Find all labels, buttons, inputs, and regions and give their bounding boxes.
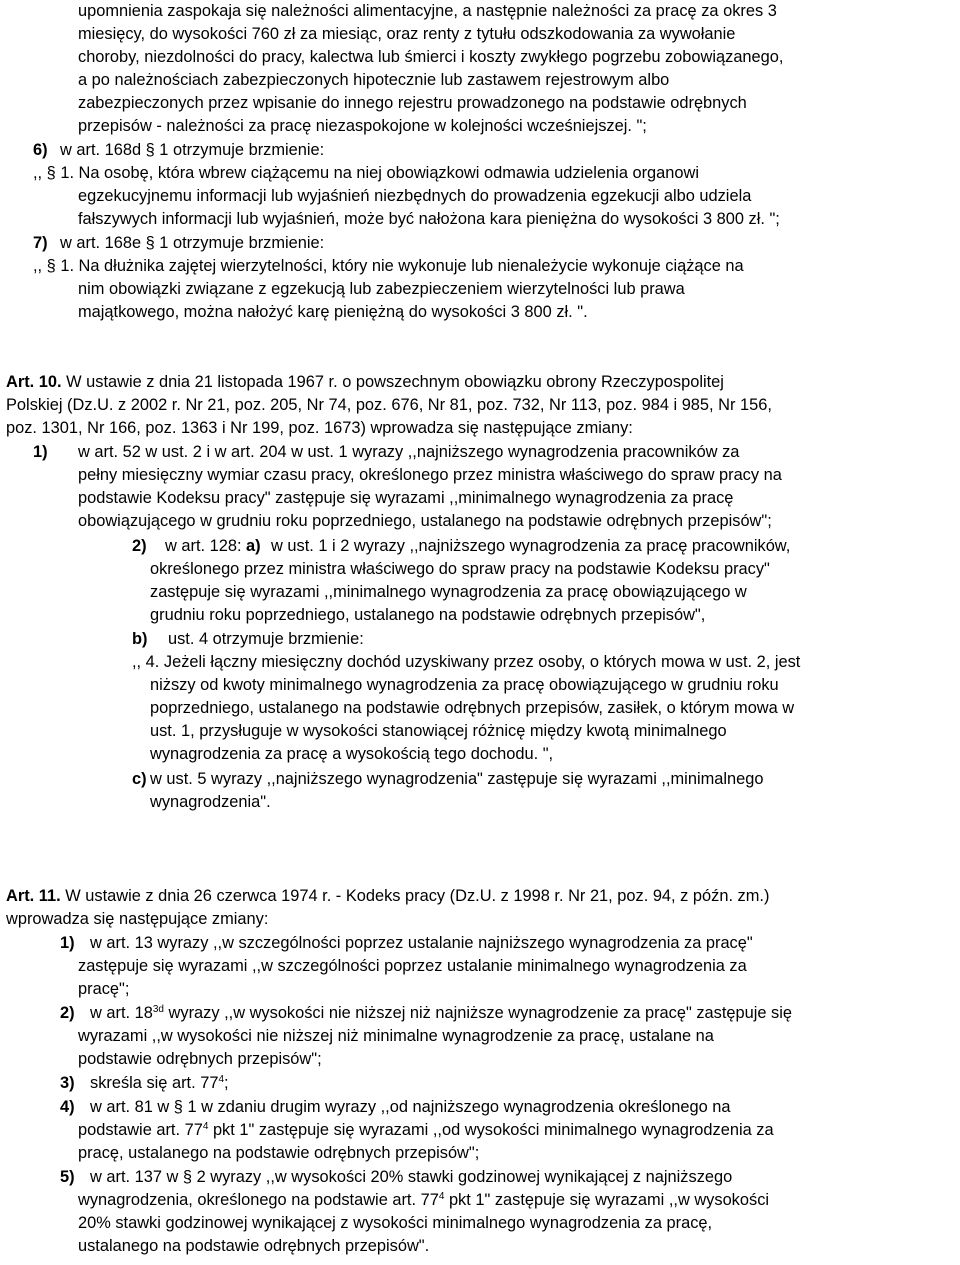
letter-number: c) [132,770,147,788]
point-number: 4) [60,1098,75,1116]
article-label: Art. 10. [6,373,62,391]
point-text: 20% stawki godzinowej wynikającej z wysokości minimalnego wynagrodzenia za pracę, [78,1214,713,1232]
text-line: zabezpieczonych przez wpisanie do innego rejestru prowadzonego na podstawie odrębnych [78,94,747,112]
point-text: ustalanego na podstawie odrębnych przepisów". [78,1237,430,1255]
point-text: zastępuje się wyrazami ,,w szczególności poprzez ustalanie minimalnego wynagrodzenia za [78,957,747,975]
point-number: 7) [33,234,48,252]
superscript: 3d [152,1004,164,1015]
text-line: a po należnościach zabezpieczonych hipotecznie lub zastawem rejestrowym albo [78,71,670,89]
quote-line: wynagrodzenia za pracę a wysokością tego dochodu. ", [150,745,554,763]
point-text: w ust. 5 wyrazy ,,najniższego wynagrodzenia" zastępuje się wyrazami ,,minimalnego [150,770,764,788]
point-number: 6) [33,141,48,159]
letter-number: a) [246,537,261,555]
text-line: wprowadza się następujące zmiany: [6,910,269,928]
quote-line: egzekucyjnemu informacji lub wyjaśnień niezbędnych do prowadzenia egzekucji albo udziela [78,187,752,205]
point-text: ust. 4 otrzymuje brzmienie: [168,630,364,648]
point-text: określonego przez ministra właściwego do spraw pracy na podstawie Kodeksu pracy" [150,560,770,578]
quote-line: ,, § 1. Na dłużnika zajętej wierzytelności, który nie wykonuje lub nienależycie wykonuje ciążące na [33,257,744,275]
point-text: w ust. 1 i 2 wyrazy ,,najniższego wynagrodzenia za pracę pracowników, [271,537,791,555]
point-text: zastępuje się wyrazami ,,minimalnego wynagrodzenia za pracę obowiązującego w [150,583,747,601]
text-line: przepisów - należności za pracę niezaspokojone w kolejności wcześniejszej. "; [78,117,647,135]
quote-line: ,, § 1. Na osobę, która wbrew ciążącemu na niej obowiązkowi odmawia udzielenia organowi [33,164,699,182]
superscript: 4 [438,1191,445,1202]
point-number: 2) [60,1004,75,1022]
article-heading [6,371,724,393]
quote-line: nim obowiązki związane z egzekucją lub zabezpieczeniem wierzytelności lub prawa [78,280,685,298]
point-text: wynagrodzenia". [150,793,271,811]
superscript: 4 [218,1074,225,1085]
point-text: w art. 168e § 1 otrzymuje brzmienie: [60,234,325,252]
quote-line: ,, 4. Jeżeli łączny miesięczny dochód uzyskiwany przez osoby, o których mowa w ust. 2, jest [132,653,801,671]
quote-line: niższy od kwoty minimalnego wynagrodzenia za pracę obowiązującego w grudniu roku [150,676,779,694]
point-text: wynagrodzenia, określonego na podstawie art. $77^4$ pkt 1" zastępuje się wyrazami ,,w wysokości [78,1191,770,1209]
point-text: w art. 52 w ust. 2 i w art. 204 w ust. 1 wyrazy ,,najniższego wynagrodzenia pracowników za [78,443,740,461]
point-text: w art. 137 w § 2 wyrazy ,,w wysokości 20% stawki godzinowej wynikającej z najniższego [90,1168,733,1186]
text-line: choroby, niezdolności do pracy, kalectwa lub śmierci i koszty zwykłego pogrzebu zobowiązanego, [78,48,784,66]
text-line: poz. 1301, Nr 166, poz. 1363 i Nr 199, poz. 1673) wprowadza się następujące zmiany: [6,419,633,437]
point-text: pełny miesięczny wymiar czasu pracy, określonego przez ministra właściwego do spraw pracy na [78,466,782,484]
point-text: pracę"; [78,980,130,998]
point-number: 1) [60,934,75,952]
article-intro: W ustawie z dnia 21 listopada 1967 r. o powszechnym obowiązku obrony Rzeczypospolitej [66,373,724,391]
point-number: 1) [33,443,48,461]
article-label: Art. 11. [6,887,61,905]
point-text: w art. 13 wyrazy ,,w szczególności poprzez ustalanie najniższego wynagrodzenia za pracę" [90,934,753,952]
point-text: grudniu roku poprzedniego, ustalanego na podstawie odrębnych przepisów", [150,606,706,624]
article-heading [6,885,769,907]
quote-line: poprzedniego, ustalanego na podstawie odrębnych przepisów, zasiłek, o którym mowa w [150,699,795,717]
point-text: podstawie Kodeksu pracy" zastępuje się wyrazami ,,minimalnego wynagrodzenia za pracę [78,489,734,507]
text-line: Polskiej (Dz.U. z 2002 r. Nr 21, poz. 205, Nr 74, poz. 676, Nr 81, poz. 732, Nr 113, poz. 984 i 985, Nr 156, [6,396,772,414]
text-line: miesięcy, do wysokości 760 zł za miesiąc, oraz renty z tytułu odszkodowania za wywołanie [78,25,736,43]
text-line: upomnienia zaspokaja się należności alimentacyjne, a następnie należności za pracę za okres 3 [78,2,777,20]
point-text: pracę, ustalanego na podstawie odrębnych przepisów"; [78,1144,480,1162]
point-text: skreśla się art. $77^4$; [90,1074,229,1092]
point-text: obowiązującego w grudniu roku poprzedniego, ustalanego na podstawie odrębnych przepisów"; [78,512,772,530]
point-text: w art. $18^{3d}$ wyrazy ,,w wysokości nie niższej niż najniższe wynagrodzenie za pracę" zastępuje się [90,1004,793,1022]
point-text: podstawie odrębnych przepisów"; [78,1050,322,1068]
point-text: w art. 128: [165,537,242,555]
letter-number: b) [132,630,148,648]
point-number: 5) [60,1168,75,1186]
quote-line: fałszywych informacji lub wyjaśnień, może być nałożona kara pieniężna do wysokości 3 800 zł. "; [78,210,780,228]
point-number: 3) [60,1074,75,1092]
point-text: w art. 168d § 1 otrzymuje brzmienie: [60,141,325,159]
point-text: w art. 81 w § 1 w zdaniu drugim wyrazy ,,od najniższego wynagrodzenia określonego na [90,1098,731,1116]
point-text: podstawie art. $77^4$ pkt 1" zastępuje się wyrazami ,,od wysokości minimalnego wynagrodzenia za [78,1121,774,1139]
point-text: wyrazami ,,w wysokości nie niższej niż minimalne wynagrodzenie za pracę, ustalane na [78,1027,714,1045]
point-number: 2) [132,537,147,555]
superscript: 4 [202,1121,209,1132]
quote-line: majątkowego, można nałożyć karę pieniężną do wysokości 3 800 zł. ". [78,303,588,321]
quote-line: ust. 1, przysługuje w wysokości stanowiącej różnicę między kwotą minimalnego [150,722,727,740]
article-intro: W ustawie z dnia 26 czerwca 1974 r. - Kodeks pracy (Dz.U. z 1998 r. Nr 21, poz. 94, z późn. zm.) [65,887,770,905]
